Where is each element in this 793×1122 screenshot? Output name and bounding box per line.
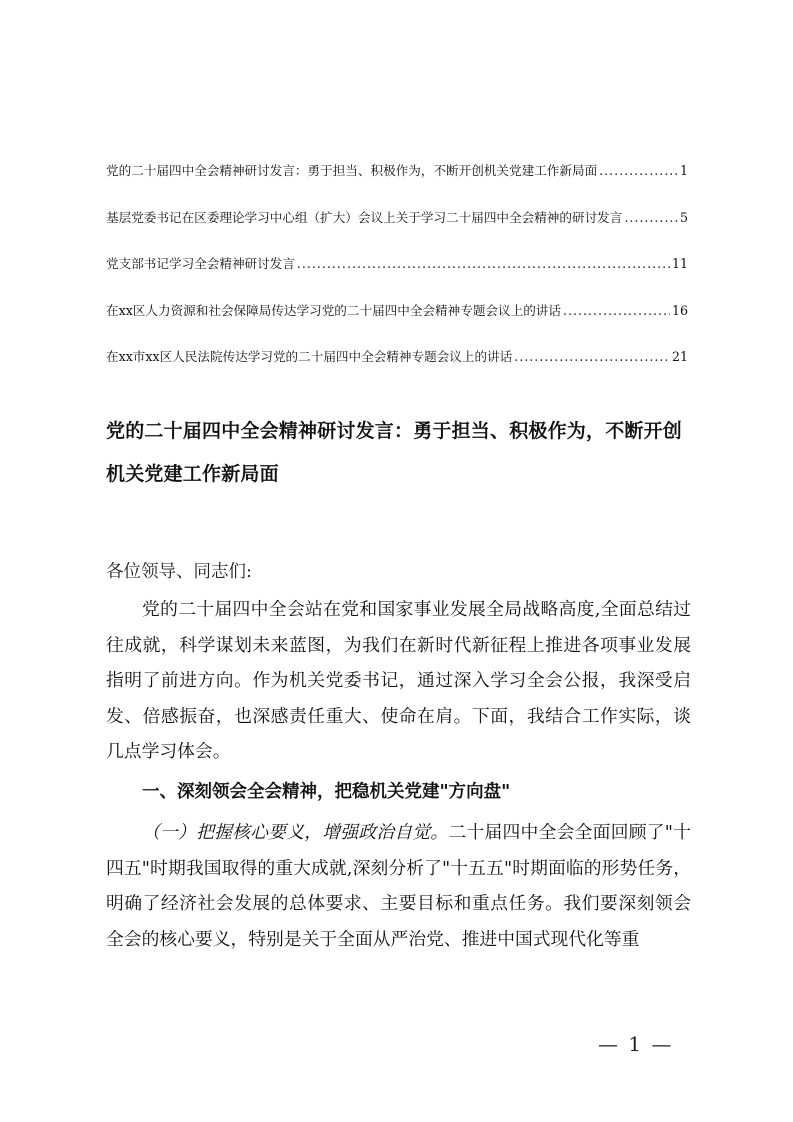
body-paragraph: 党的二十届四中全会站在党和国家事业发展全局战略高度,全面总结过往成就，科学谋划未来蓝图，为我们在新时代新征程上推进各项事业发展指明了前进方向。作为机关党委书记，通过深入学习全会公报，我深受启发、倍感振奋，也深感责任重大、使命在肩。下面，我结合工作实际，谈几点学习体会。: [106, 599, 691, 762]
toc-entry-title: 在xx市xx区人民法院传达学习党的二十届四中全会精神专题会议上的讲话: [106, 349, 513, 364]
subsection-text: 二十届四中全会全面回顾了"十四五"时期我国取得的重大成就,深刻分析了"十五五"时期面临的形势任务，明确了经济社会发展的总体要求、主要目标和重点任务。我们要深刻领会全会的核心要义，特别是关于全面从严治党、推进中国式现代化等重: [106, 822, 691, 950]
article-title: 党的二十届四中全会精神研讨发言：勇于担当、积极作为，不断开创机关党建工作新局面: [106, 420, 683, 485]
toc-entry-title: 基层党委书记在区委理论学习中心组（扩大）会议上关于学习二十届四中全会精神的研讨发言: [106, 209, 623, 225]
toc-entry-title: 党支部书记学习全会精神研讨发言: [106, 256, 295, 271]
toc-entry-title: 党的二十届四中全会精神研讨发言：勇于担当、积极作为，不断开创机关党建工作新局面: [106, 163, 598, 178]
toc-entry-page: 16: [671, 302, 688, 318]
toc-entry-title: 在xx区人力资源和社会保障局传达学习党的二十届四中全会精神专题会议上的讲话: [106, 302, 561, 318]
toc-leader-dots: [599, 163, 678, 178]
toc-leader-dots: [297, 256, 670, 271]
toc-entry-page: 11: [671, 256, 688, 271]
page-number: — 1 —: [598, 1032, 674, 1056]
toc-entry[interactable]: [106, 253, 688, 278]
toc-entry[interactable]: [106, 160, 688, 185]
toc-entry[interactable]: [106, 207, 688, 232]
toc-entry[interactable]: [106, 346, 688, 371]
toc-entry[interactable]: [106, 300, 688, 325]
section-heading: 一、深刻领会全会精神，把稳机关党建"方向盘": [142, 782, 511, 802]
subsection-heading: （一）把握核心要义，增强政治自觉。: [142, 822, 449, 843]
toc-entry-page: 21: [671, 349, 688, 364]
toc-leader-dots: [624, 210, 678, 225]
toc-leader-dots: [514, 349, 670, 364]
toc-leader-dots: [563, 303, 670, 318]
salutation: 各位领导、同志们:: [106, 562, 252, 582]
body-paragraph: [106, 815, 691, 957]
toc-entry-page: 1: [679, 163, 688, 178]
toc-entry-page: 5: [679, 209, 688, 225]
table-of-contents: [106, 160, 688, 393]
